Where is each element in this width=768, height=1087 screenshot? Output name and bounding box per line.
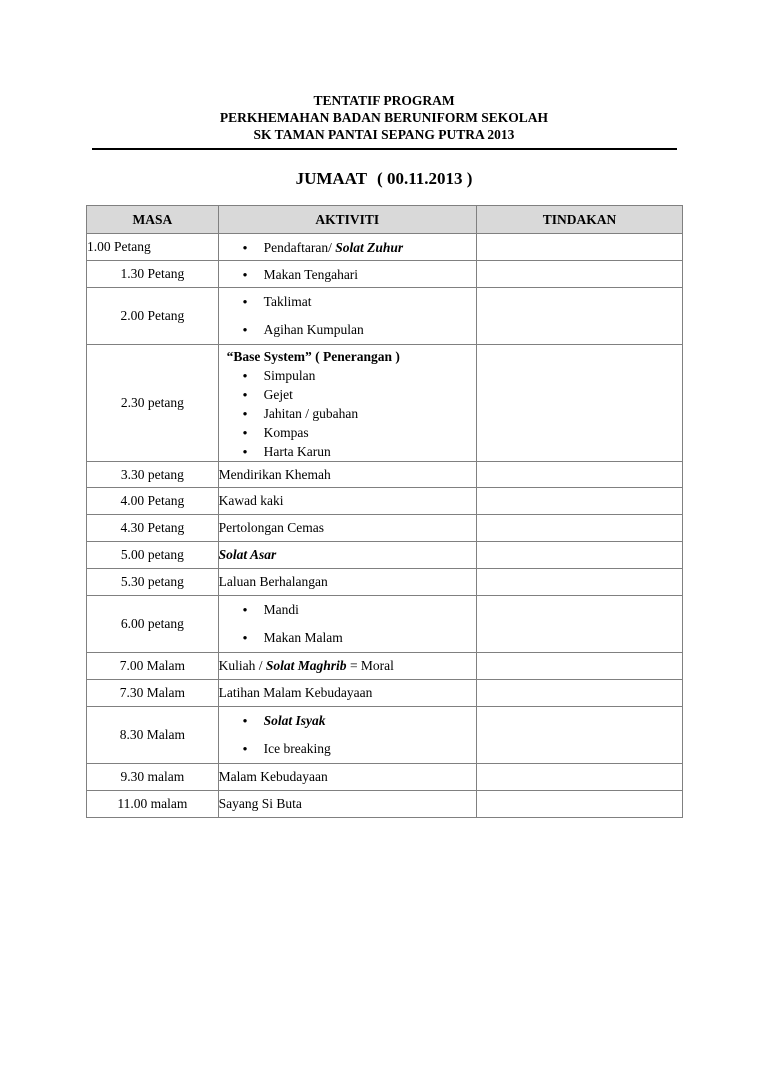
time-cell: 7.00 Malam [87,653,219,680]
school-name: SK TAMAN PANTAI SEPANG PUTRA 2013 [253,127,515,142]
table-row [87,234,683,261]
activity-cell [218,653,476,680]
activity-cell [218,345,476,462]
schedule-table [86,205,683,818]
time-cell: 4.00 Petang [87,488,219,515]
activity-cell: Solat Asar [218,542,476,569]
activity-text: = Moral [349,658,394,673]
activity-cell [218,707,476,764]
activity-emphasis: Solat Maghrib [265,658,347,673]
activity-text: Kuliah / [218,658,263,673]
tindakan-cell [476,234,682,261]
tindakan-cell [476,707,682,764]
list-item: ● Gejet [219,385,476,404]
list-item: ● Kompas [219,423,476,442]
tindakan-cell [476,764,682,791]
column-header-masa: MASA [87,206,219,234]
tindakan-cell [476,345,682,462]
tindakan-cell [476,680,682,707]
table-row [87,261,683,288]
tindakan-cell [476,488,682,515]
table-row [87,707,683,764]
activity-cell [218,596,476,653]
activity-cell: Latihan Malam Kebudayaan [218,680,476,707]
tindakan-cell [476,515,682,542]
tindakan-cell [476,569,682,596]
list-item: ● Harta Karun [219,442,476,461]
time-cell: 3.30 petang [87,462,219,488]
time-cell: 6.00 petang [87,596,219,653]
table-row [87,569,683,596]
time-cell: 5.30 petang [87,569,219,596]
time-cell: 4.30 Petang [87,515,219,542]
list-item [219,238,476,257]
list-item: ● Taklimat [219,288,476,316]
time-cell: 11.00 malam [87,791,219,818]
activity-cell: Kawad kaki [218,488,476,515]
time-cell: 1.30 Petang [87,261,219,288]
list-item: ● Jahitan / gubahan [219,404,476,423]
list-item: ● Ice breaking [219,735,476,763]
activity-text: Pendaftaran/ [263,239,332,255]
tindakan-cell [476,261,682,288]
table-header-row [87,206,683,234]
table-row [87,680,683,707]
tindakan-cell [476,791,682,818]
list-item: ● Makan Tengahari [219,265,476,284]
activity-cell: Sayang Si Buta [218,791,476,818]
tindakan-cell [476,542,682,569]
program-title: TENTATIF PROGRAM [313,93,455,108]
table-row [87,542,683,569]
time-cell: 5.00 petang [87,542,219,569]
time-cell: 7.30 Malam [87,680,219,707]
column-header-tindakan: TINDAKAN [476,206,682,234]
activity-cell: Malam Kebudayaan [218,764,476,791]
day-heading [0,169,768,189]
list-item: ● Solat Isyak [219,707,476,735]
day-name: JUMAAT [295,169,368,188]
day-date: ( 00.11.2013 ) [377,169,473,188]
list-item: ● Makan Malam [219,624,476,652]
list-item: ● Simpulan [219,366,476,385]
table-row [87,515,683,542]
tindakan-cell [476,596,682,653]
tindakan-cell [476,462,682,488]
table-row [87,462,683,488]
activity-cell [218,234,476,261]
tindakan-cell [476,653,682,680]
activity-cell [218,288,476,345]
list-item: ● Agihan Kumpulan [219,316,476,344]
table-row [87,345,683,462]
time-cell: 2.00 Petang [87,288,219,345]
activity-cell: Laluan Berhalangan [218,569,476,596]
table-row [87,791,683,818]
activity-cell [218,261,476,288]
program-subtitle: PERKHEMAHAN BADAN BERUNIFORM SEKOLAH [219,110,549,125]
table-row [87,488,683,515]
time-cell: 2.30 petang [87,345,219,462]
time-cell: 8.30 Malam [87,707,219,764]
activity-cell: Mendirikan Khemah [218,462,476,488]
activity-cell: Pertolongan Cemas [218,515,476,542]
header-divider [92,148,677,150]
table-row [87,596,683,653]
activity-emphasis: Solat Zuhur [335,239,404,255]
table-row [87,653,683,680]
table-row [87,288,683,345]
time-cell: 9.30 malam [87,764,219,791]
tindakan-cell [476,288,682,345]
table-row [87,764,683,791]
list-item: ● Mandi [219,596,476,624]
base-system-title: “Base System” ( Penerangan ) [226,349,400,364]
time-cell: 1.00 Petang [87,234,219,261]
column-header-aktiviti: AKTIVITI [218,206,476,234]
